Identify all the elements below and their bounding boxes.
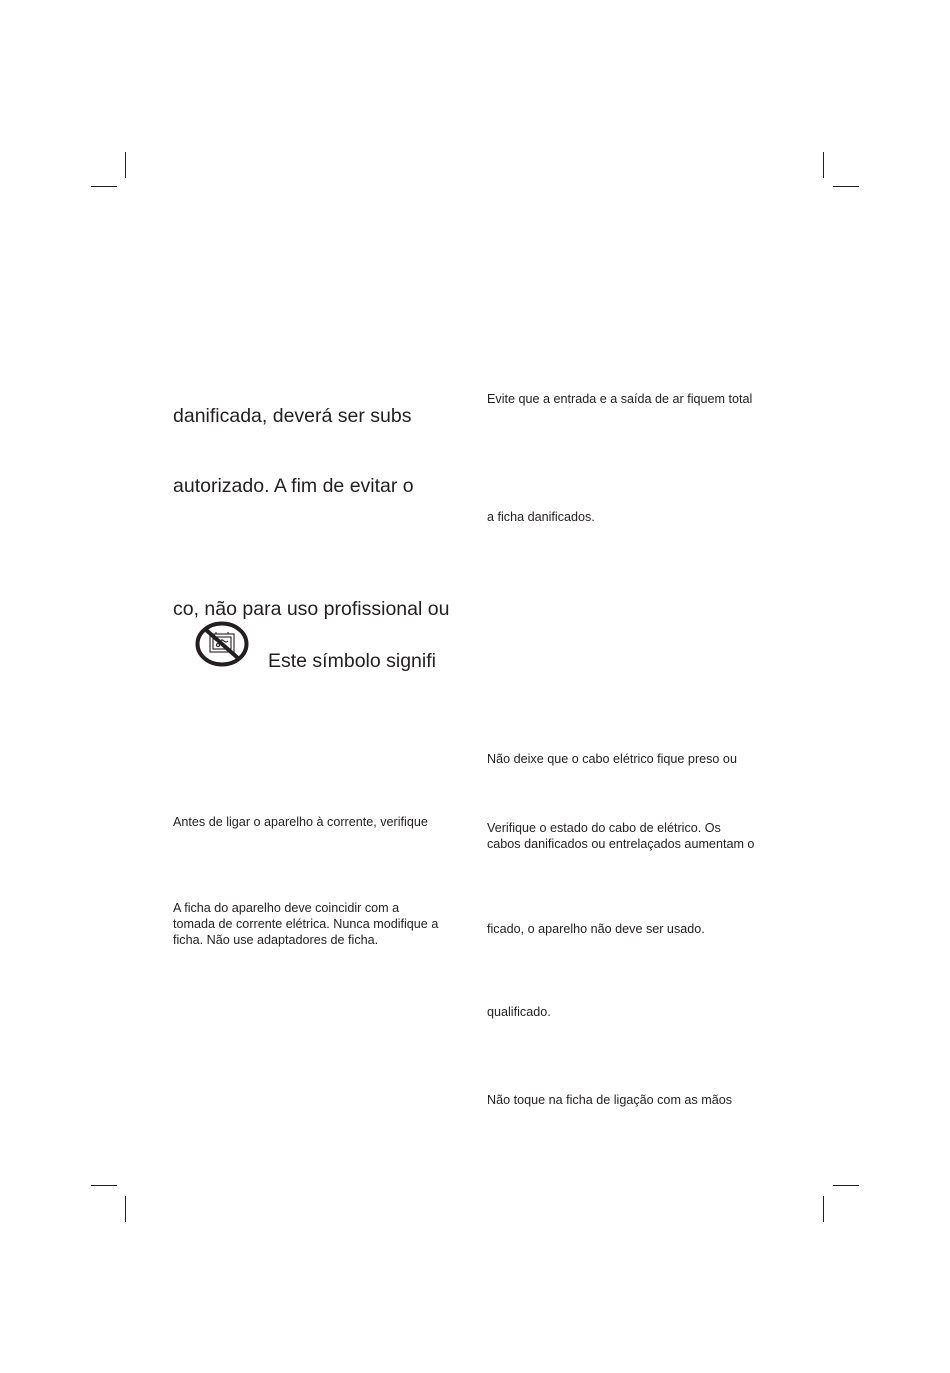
left-paragraph-plug-line-2: tomada de corrente elétrica. Nunca modifique a xyxy=(173,917,439,931)
left-text-line-3: co, não para uso profissional ou xyxy=(173,598,450,620)
crop-mark-bottom-left-horizontal xyxy=(91,1185,117,1186)
left-text-line-2: autorizado. A fim de evitar o xyxy=(173,475,414,497)
left-text-line-4: Antes de ligar o aparelho à corrente, verifique xyxy=(173,815,428,829)
right-text-line-2: a ficha danificados. xyxy=(487,510,595,524)
right-text-line-7: Não toque na ficha de ligação com as mãos xyxy=(487,1093,733,1107)
right-text-line-5: ficado, o aparelho não deve ser usado. xyxy=(487,922,705,936)
crop-mark-top-right-horizontal xyxy=(833,186,859,187)
right-text-line-6: qualificado. xyxy=(487,1005,551,1019)
left-paragraph-plug xyxy=(173,900,438,948)
crop-mark-top-right-vertical xyxy=(823,152,824,178)
no-bathroom-use-icon xyxy=(194,620,250,668)
right-paragraph-cable xyxy=(487,820,754,852)
crop-mark-bottom-right-vertical xyxy=(823,1196,824,1222)
right-paragraph-cable-line-2: cabos danificados ou entrelaçados aumentam o xyxy=(487,837,755,851)
right-paragraph-cable-line-1: Verifique o estado do cabo de elétrico. Os xyxy=(487,821,721,835)
crop-mark-bottom-left-vertical xyxy=(125,1196,126,1222)
right-text-line-3: Não deixe que o cabo elétrico fique preso ou xyxy=(487,752,737,766)
right-text-line-1: Evite que a entrada e a saída de ar fiquem total xyxy=(487,392,753,406)
left-text-line-1: danificada, deverá ser subs xyxy=(173,405,412,427)
left-paragraph-plug-line-1: A ficha do aparelho deve coincidir com a xyxy=(173,901,400,915)
crop-mark-top-left-vertical xyxy=(125,152,126,178)
crop-mark-bottom-right-horizontal xyxy=(833,1185,859,1186)
crop-mark-top-left-horizontal xyxy=(91,186,117,187)
left-paragraph-plug-line-3: ficha. Não use adaptadores de ficha. xyxy=(173,933,379,947)
symbol-caption: Este símbolo signifi xyxy=(268,650,436,672)
